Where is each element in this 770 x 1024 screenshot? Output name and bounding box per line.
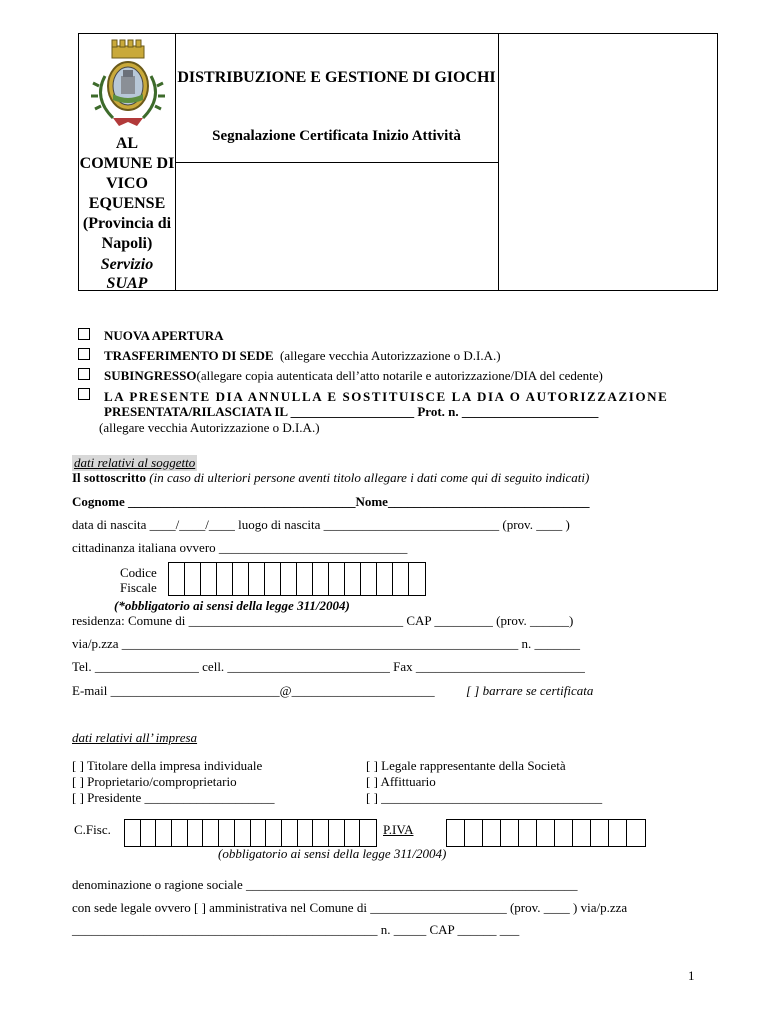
- form-subtitle: Segnalazione Certificata Inizio Attività: [212, 128, 461, 144]
- codice-fiscale-grid[interactable]: [168, 562, 426, 596]
- option-subingresso: [104, 368, 603, 384]
- impresa-left-item-1[interactable]: [ ] Titolare della impresa individuale: [72, 758, 263, 773]
- sottoscritto-line: [72, 470, 589, 486]
- denominazione-field[interactable]: denominazione o ragione sociale ___________________________________________________: [72, 877, 578, 892]
- option-annulla-line2: PRESENTATA/RILASCIATA IL ___________________ Prot. n. _____________________: [104, 404, 599, 419]
- impresa-left-item-2[interactable]: [ ] Proprietario/comproprietario: [72, 774, 237, 789]
- page-number: 1: [688, 968, 695, 983]
- sottoscritto-label: Il sottoscritto: [72, 470, 147, 485]
- option-annulla-line1: LA PRESENTE DIA ANNULLA E SOSTITUISCE LA DIA O AUTORIZZAZIONE: [104, 389, 669, 404]
- option-nuova-apertura: NUOVA APERTURA: [104, 328, 224, 343]
- cittadinanza-field[interactable]: cittadinanza italiana ovvero _____________________________: [72, 540, 408, 555]
- impresa-right-item-1[interactable]: [ ] Legale rappresentante della Società: [366, 758, 566, 773]
- checkbox-trasferimento[interactable]: [78, 348, 90, 360]
- coat-of-arms-logo: [83, 36, 173, 134]
- option-subingresso-label: SUBINGRESSO: [104, 368, 197, 383]
- impresa-piva-grid[interactable]: [446, 819, 646, 847]
- via-field[interactable]: via/p.zza _____________________________________________________________ n. _______: [72, 636, 581, 651]
- piva-label: P.IVA: [383, 822, 414, 837]
- servizio-label: Servizio SUAP: [100, 256, 154, 292]
- cognome-nome-field[interactable]: Cognome ___________________________________Nome_______________________________: [72, 494, 590, 509]
- email-field[interactable]: E-mail __________________________@______________________: [72, 683, 435, 698]
- option-trasferimento: [104, 348, 501, 364]
- codice-label: Codice: [120, 565, 157, 580]
- cap-field[interactable]: _______________________________________________ n. _____ CAP ______ ___: [72, 922, 520, 937]
- fiscale-label: Fiscale: [120, 580, 157, 595]
- header-divider: [175, 162, 498, 163]
- checkbox-annulla-sostituisce[interactable]: [78, 388, 90, 400]
- form-title: DISTRIBUZIONE E GESTIONE DI GIOCHI: [177, 69, 496, 86]
- header-table: [78, 33, 718, 291]
- certificata-checkbox[interactable]: [ ] barrare se certificata: [466, 683, 594, 698]
- obbligatorio-note-soggetto: (*obbligatorio ai sensi della legge 311/2004): [114, 598, 350, 613]
- cfisc-label: C.Fisc.: [74, 822, 111, 837]
- impresa-left-item-3[interactable]: [ ] Presidente ____________________: [72, 790, 275, 805]
- section-title-impresa: dati relativi all’ impresa: [72, 730, 198, 745]
- residenza-field[interactable]: residenza: Comune di _________________________________ CAP _________ (prov. ______): [72, 613, 574, 628]
- checkbox-subingresso[interactable]: [78, 368, 90, 380]
- section-title-soggetto: dati relativi al soggetto: [74, 455, 196, 470]
- nascita-field[interactable]: data di nascita ____/____/____ luogo di nascita ___________________________ (prov. ____ ): [72, 517, 570, 532]
- sede-field[interactable]: con sede legale ovvero [ ] amministrativa nel Comune di _____________________ (prov. ____ ) via/p.zza: [72, 900, 628, 915]
- impresa-cfisc-grid[interactable]: [124, 819, 377, 847]
- option-subingresso-note: (allegare copia autenticata dell’atto notarile e autorizzazione/DIA del cedente): [196, 368, 603, 383]
- impresa-right-item-2[interactable]: [ ] Affittuario: [366, 774, 436, 789]
- sottoscritto-note: (in caso di ulteriori persone aventi titolo allegare i dati come qui di seguito indicati): [149, 470, 590, 485]
- impresa-right-item-3[interactable]: [ ] __________________________________: [366, 790, 603, 805]
- option-trasferimento-label: TRASFERIMENTO DI SEDE: [104, 348, 274, 363]
- option-trasferimento-note: (allegare vecchia Autorizzazione o D.I.A.): [280, 348, 501, 363]
- tel-field[interactable]: Tel. ________________ cell. _________________________ Fax __________________________: [72, 659, 585, 674]
- obbligatorio-note-impresa: (obbligatorio ai sensi della legge 311/2004): [218, 846, 447, 861]
- checkbox-nuova-apertura[interactable]: [78, 328, 90, 340]
- comune-label: AL COMUNE DI VICO EQUENSE (Provincia di Napoli): [79, 135, 175, 252]
- option-annulla-note: (allegare vecchia Autorizzazione o D.I.A.): [99, 420, 320, 435]
